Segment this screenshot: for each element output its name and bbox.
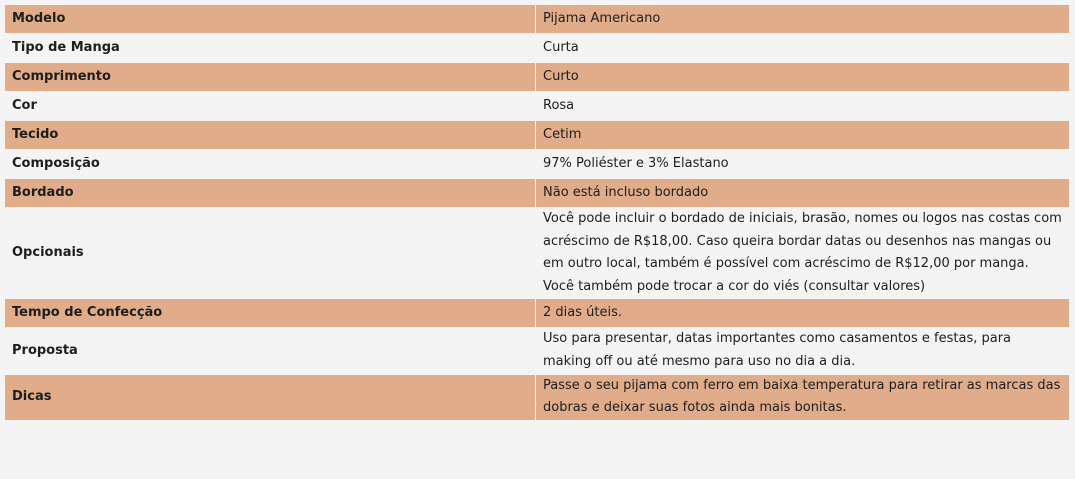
table-row	[5, 5, 1070, 34]
row-label: Tecido	[5, 121, 536, 150]
row-value: 2 dias úteis.	[536, 299, 1070, 328]
row-label: Dicas	[5, 374, 536, 420]
table-row	[5, 34, 1070, 63]
row-label: Cor	[5, 92, 536, 121]
row-value: Curta	[536, 34, 1070, 63]
row-value: Passe o seu pijama com ferro em baixa temperatura para retirar as marcas das dobras e deixar suas fotos ainda mais bonitas.	[536, 374, 1070, 420]
table-row	[5, 179, 1070, 208]
row-label: Opcionais	[5, 208, 536, 299]
row-value: Pijama Americano	[536, 5, 1070, 34]
table-row	[5, 208, 1070, 299]
row-label: Proposta	[5, 328, 536, 374]
row-label: Composição	[5, 150, 536, 179]
table-row	[5, 374, 1070, 420]
row-label: Tempo de Confecção	[5, 299, 536, 328]
table-row	[5, 92, 1070, 121]
row-label: Bordado	[5, 179, 536, 208]
row-value: Rosa	[536, 92, 1070, 121]
table-row	[5, 299, 1070, 328]
table-row	[5, 121, 1070, 150]
table-row	[5, 150, 1070, 179]
product-spec-table	[4, 4, 1070, 421]
table-row	[5, 63, 1070, 92]
row-value: Uso para presentar, datas importantes como casamentos e festas, para making off ou até mesmo para uso no dia a dia.	[536, 328, 1070, 374]
row-value: Curto	[536, 63, 1070, 92]
row-value: Não está incluso bordado	[536, 179, 1070, 208]
row-label: Modelo	[5, 5, 536, 34]
row-label: Comprimento	[5, 63, 536, 92]
row-value: Cetim	[536, 121, 1070, 150]
row-value: Você pode incluir o bordado de iniciais, brasão, nomes ou logos nas costas com acréscimo de R$18,00. Caso queira bordar datas ou desenhos nas mangas ou em outro local, também é possível com acréscimo de R$12,00 por manga. Você também pode trocar a cor do viés (consultar valores)	[536, 208, 1070, 299]
row-value: 97% Poliéster e 3% Elastano	[536, 150, 1070, 179]
table-row	[5, 328, 1070, 374]
row-label: Tipo de Manga	[5, 34, 536, 63]
